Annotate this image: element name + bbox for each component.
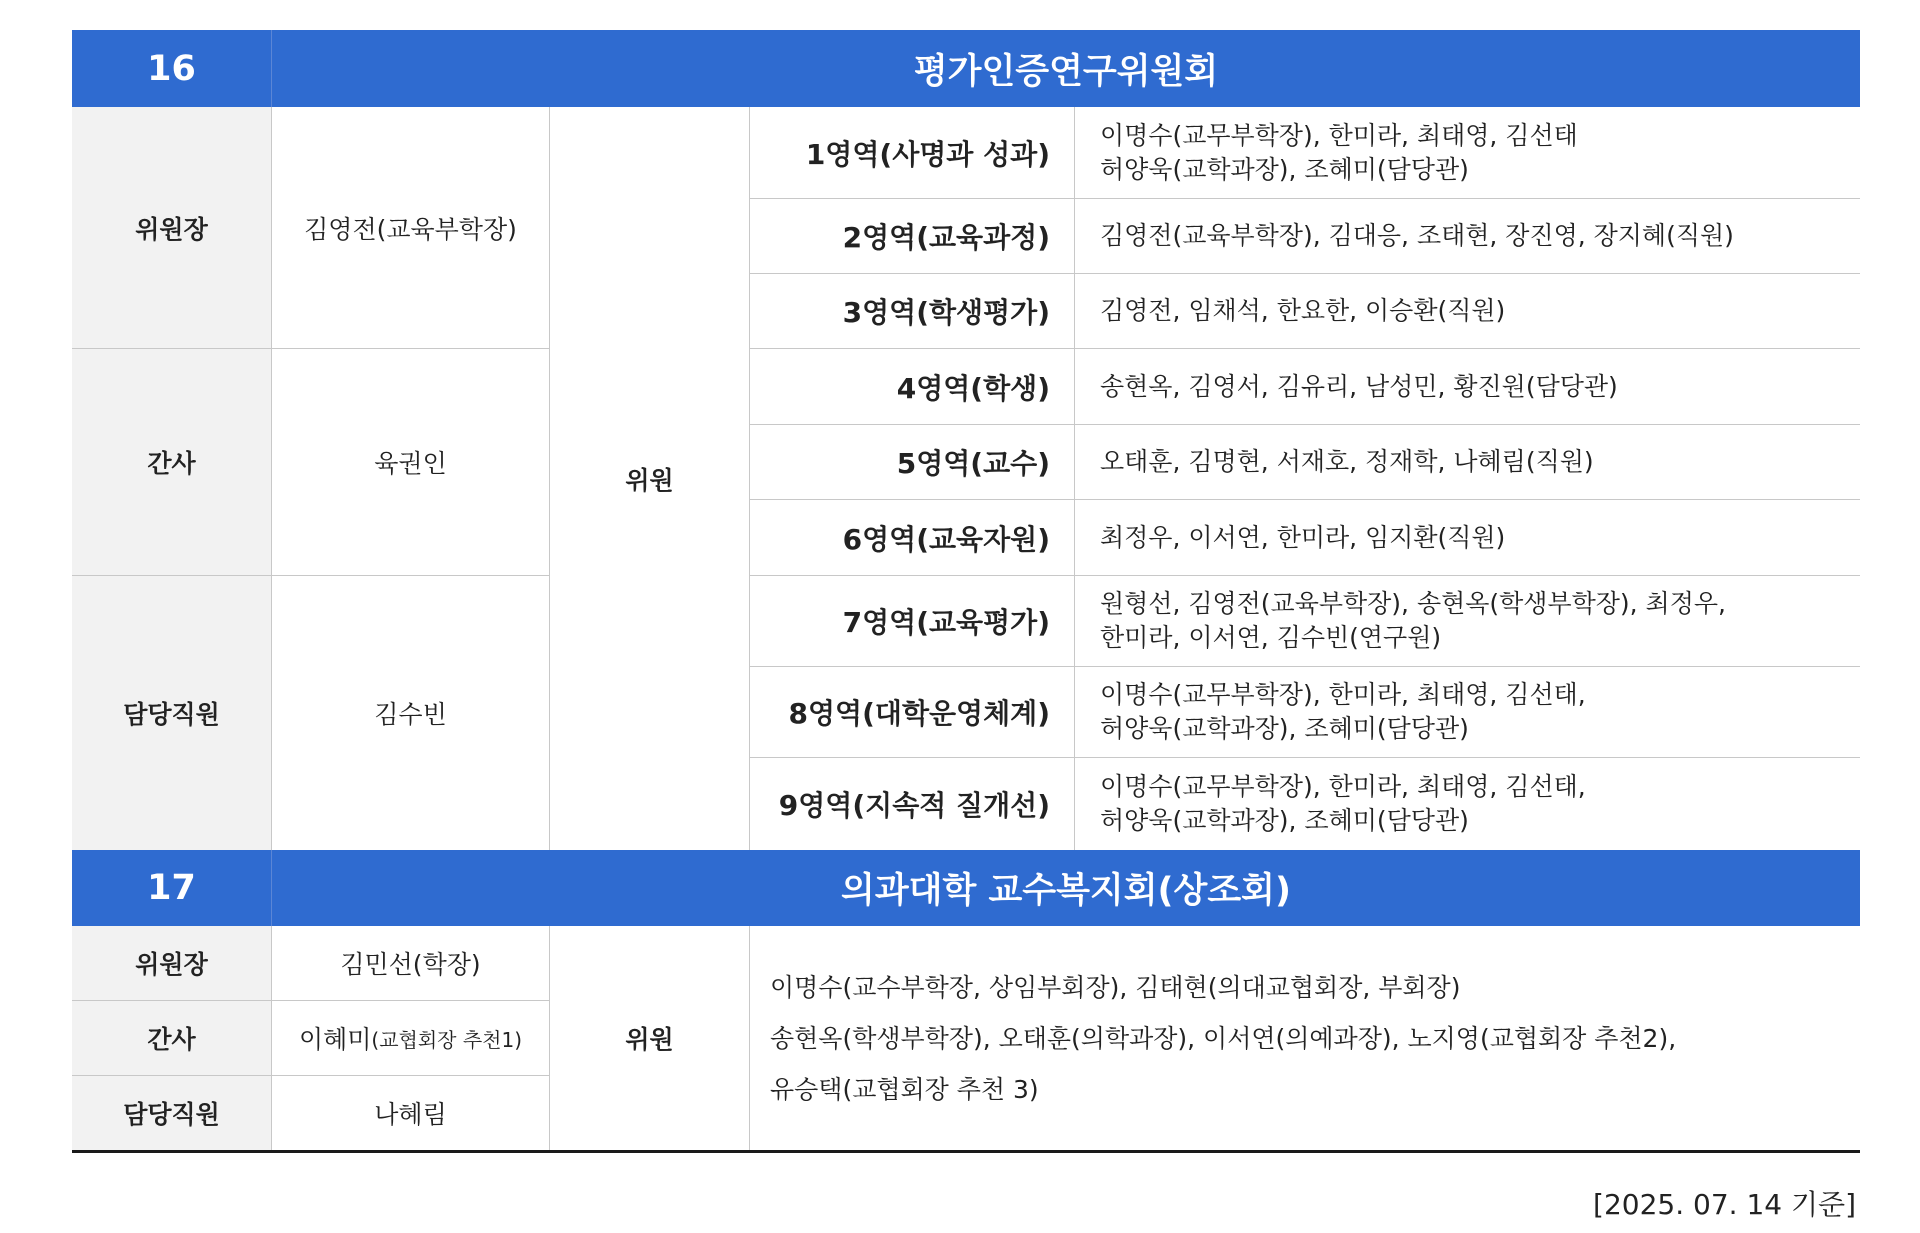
area-name: 7영역(교육평가) <box>750 576 1075 667</box>
table-bottom-rule <box>72 1150 1860 1153</box>
members-label: 위원 <box>550 107 750 850</box>
secretary-name: 이혜미 <box>298 1025 372 1054</box>
area-members <box>1075 349 1860 425</box>
area-members <box>1075 576 1860 667</box>
area-name: 2영역(교육과정) <box>750 199 1075 274</box>
member-line: 허양욱(교학과장), 조혜미(담당관) <box>1100 714 1469 743</box>
area-members <box>1075 425 1860 500</box>
member-line: 송현옥(학생부학장), 오태훈(의학과장), 이서연(의예과장), 노지영(교협회장 추천2), <box>770 1023 1677 1053</box>
area-members <box>1075 758 1860 850</box>
members-list <box>750 926 1860 1150</box>
area-members <box>1075 500 1860 576</box>
area-members <box>1075 107 1860 199</box>
area-name: 1영역(사명과 성과) <box>750 107 1075 199</box>
staff-label: 담당직원 <box>72 1076 272 1150</box>
member-line: 허양욱(교학과장), 조혜미(담당관) <box>1100 154 1469 184</box>
member-line: 김영전(교육부학장), 김대응, 조태현, 장진영, 장지혜(직원) <box>1100 221 1734 250</box>
area-name: 6영역(교육자원) <box>750 500 1075 576</box>
committee-title: 평가인증연구위원회 <box>913 51 1219 92</box>
staff-name: 나혜림 <box>272 1076 550 1150</box>
member-line: 유승택(교협회장 추천 3) <box>770 1074 1039 1104</box>
member-line: 이명수(교무부학장), 한미라, 최태영, 김선태, <box>1100 772 1586 801</box>
date-footnote: [2025. 07. 14 기준] <box>1593 1188 1856 1221</box>
area-members <box>1075 667 1860 758</box>
committee-number: 17 <box>72 850 272 926</box>
member-line: 오태훈, 김명현, 서재호, 정재학, 나혜림(직원) <box>1100 447 1594 476</box>
staff-name: 김수빈 <box>272 576 550 850</box>
chair-label: 위원장 <box>72 107 272 349</box>
secretary-cell <box>272 1001 550 1076</box>
chair-name: 김민선(학장) <box>272 926 550 1001</box>
member-line: 원형선, 김영전(교육부학장), 송현옥(학생부학장), 최정우, <box>1100 589 1726 618</box>
secretary-label: 간사 <box>72 349 272 576</box>
staff-label: 담당직원 <box>72 576 272 850</box>
committee-17-header <box>72 850 1860 926</box>
area-name: 3영역(학생평가) <box>750 274 1075 349</box>
chair-label: 위원장 <box>72 926 272 1001</box>
member-line: 이명수(교무부학장), 한미라, 최태영, 김선태, <box>1100 680 1586 709</box>
area-members <box>1075 274 1860 349</box>
committee-title: 의과대학 교수복지회(상조회) <box>841 871 1291 911</box>
committee-number: 16 <box>72 30 272 107</box>
member-line: 이명수(교무부학장), 한미라, 최태영, 김선태 <box>1100 120 1578 150</box>
chair-name: 김영전(교육부학장) <box>272 107 550 349</box>
secretary-note: (교협회장 추천1) <box>371 1027 523 1052</box>
area-name: 9영역(지속적 질개선) <box>750 758 1075 850</box>
area-name: 4영역(학생) <box>750 349 1075 425</box>
area-members <box>1075 199 1860 274</box>
member-line: 한미라, 이서연, 김수빈(연구원) <box>1100 623 1442 652</box>
area-name: 5영역(교수) <box>750 425 1075 500</box>
secretary-label: 간사 <box>72 1001 272 1076</box>
secretary-name: 육권인 <box>272 349 550 576</box>
member-line: 송현옥, 김영서, 김유리, 남성민, 황진원(담당관) <box>1100 371 1618 401</box>
committee-16-table <box>72 30 1860 850</box>
member-line: 김영전, 임채석, 한요한, 이승환(직원) <box>1100 296 1506 325</box>
member-line: 최정우, 이서연, 한미라, 임지환(직원) <box>1100 522 1506 552</box>
members-label: 위원 <box>550 926 750 1150</box>
member-line: 이명수(교수부학장, 상임부회장), 김태현(의대교협회장, 부회장) <box>770 972 1461 1002</box>
committee-17-table <box>72 850 1860 1150</box>
committee-16-header <box>72 30 1860 107</box>
member-line: 허양욱(교학과장), 조혜미(담당관) <box>1100 806 1469 835</box>
area-name: 8영역(대학운영체계) <box>750 667 1075 758</box>
